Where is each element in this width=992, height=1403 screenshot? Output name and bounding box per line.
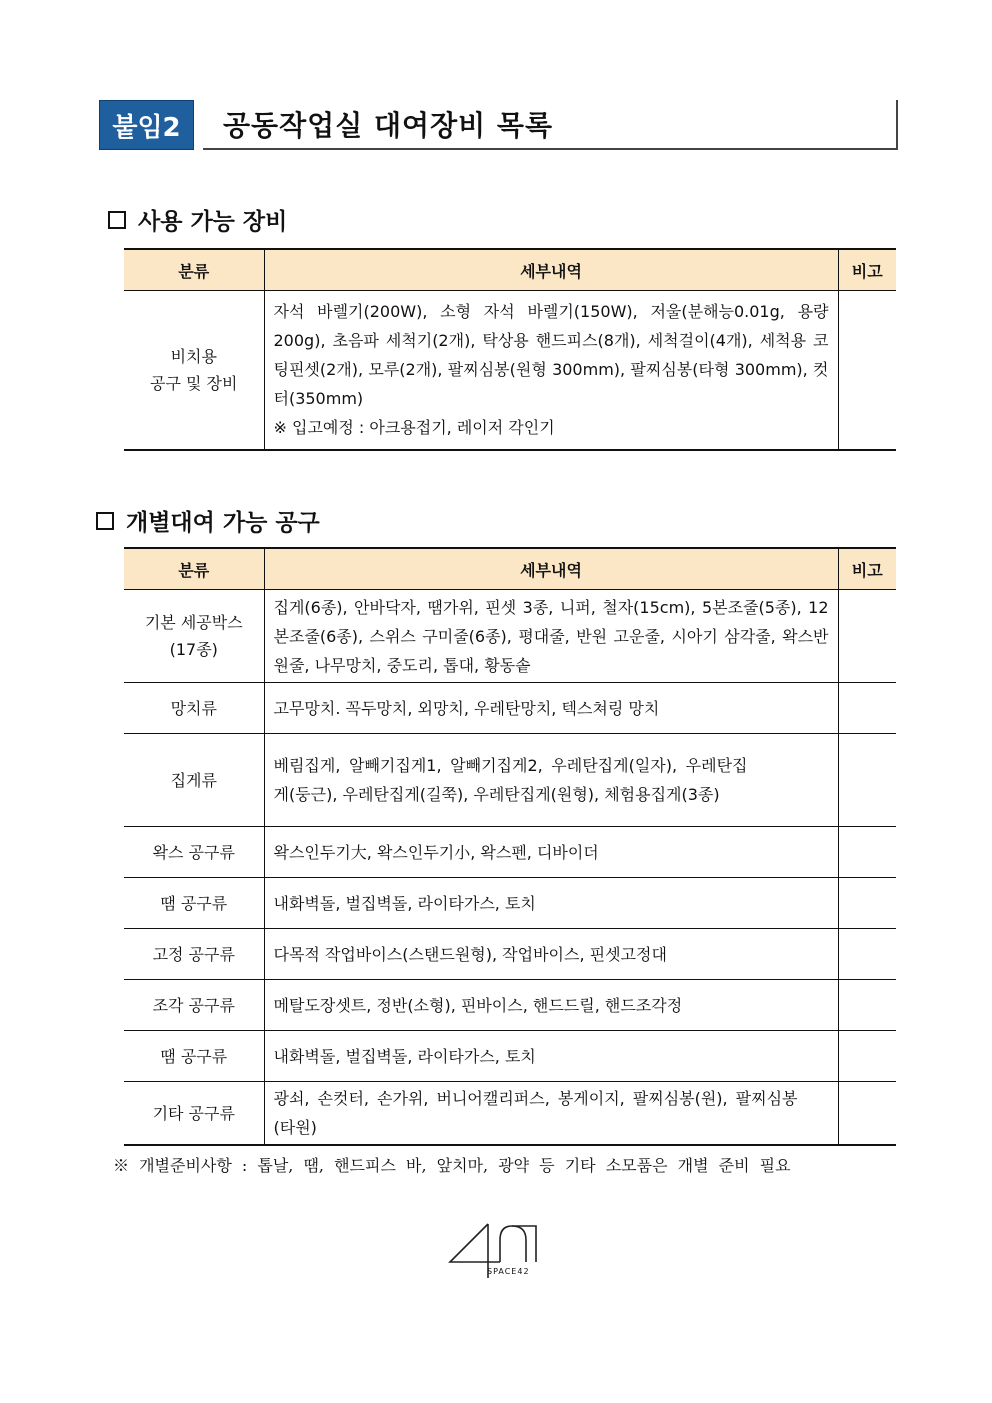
page-header bbox=[99, 100, 898, 150]
page-title: 공동작업실 대여장비 목록 bbox=[203, 100, 898, 150]
table-row bbox=[124, 878, 896, 929]
remark-cell bbox=[838, 734, 896, 827]
table-row bbox=[124, 1031, 896, 1082]
detail-cell: 베림집게, 알빼기집게1, 알빼기집게2, 우레탄집게(일자), 우레탄집게(둥근), 우레탄집게(길쭉), 우레탄집게(원형), 체험용집게(3종) bbox=[264, 734, 838, 827]
section-title-text: 사용 가능 장비 bbox=[138, 208, 288, 235]
detail-cell: 고무망치. 꼭두망치, 외망치, 우레탄망치, 텍스쳐링 망치 bbox=[264, 683, 838, 734]
category-line: (17종) bbox=[169, 640, 218, 659]
category-cell bbox=[124, 590, 264, 683]
remark-cell bbox=[838, 683, 896, 734]
section-title-individual-rental bbox=[96, 504, 320, 537]
footnote: ※ 개별준비사항 : 톱날, 땜, 핸드피스 바, 앞치마, 광약 등 기타 소모품은 개별 준비 필요 bbox=[113, 1156, 791, 1175]
category-cell: 땜 공구류 bbox=[124, 878, 264, 929]
column-header-remark: 비고 bbox=[838, 249, 896, 291]
detail-cell: 내화벽돌, 벌집벽돌, 라이타가스, 토치 bbox=[264, 1031, 838, 1082]
remark-cell bbox=[838, 590, 896, 683]
detail-cell bbox=[264, 291, 838, 450]
category-cell: 고정 공구류 bbox=[124, 929, 264, 980]
table-header-row bbox=[124, 249, 896, 291]
detail-text: 자석 바렐기(200W), 소형 자석 바렐기(150W), 저울(분해능0.01g, 용량200g), 초음파 세척기(2개), 탁상용 핸드피스(8개), 세척걸이(4개), 세척용 코팅핀셋(2개), 모루(2개), 팔찌심봉(원형 300mm), 팔찌심봉(타형 300mm), 컷터(350mm) bbox=[273, 302, 829, 409]
remark-cell bbox=[838, 1082, 896, 1146]
category-cell bbox=[124, 291, 264, 450]
remark-cell bbox=[838, 878, 896, 929]
table-row bbox=[124, 827, 896, 878]
detail-cell: 다목적 작업바이스(스탠드원형), 작업바이스, 핀셋고정대 bbox=[264, 929, 838, 980]
category-line: 비치용 bbox=[170, 346, 217, 366]
section-title-available-equipment bbox=[108, 203, 287, 236]
category-cell: 집게류 bbox=[124, 734, 264, 827]
category-line: 공구 및 장비 bbox=[150, 373, 238, 393]
category-cell: 망치류 bbox=[124, 683, 264, 734]
table-row bbox=[124, 683, 896, 734]
column-header-category: 분류 bbox=[124, 548, 264, 590]
equipment-table bbox=[124, 248, 896, 451]
table-row bbox=[124, 1082, 896, 1146]
category-cell: 왁스 공구류 bbox=[124, 827, 264, 878]
category-cell: 땜 공구류 bbox=[124, 1031, 264, 1082]
column-header-detail: 세부내역 bbox=[264, 249, 838, 291]
detail-cell: 집게(6종), 안바닥자, 땜가위, 핀셋 3종, 니퍼, 철자(15cm), 5본조줄(5종), 12본조줄(6종), 스위스 구미줄(6종), 평대줄, 반원 고운줄, 시아기 삼각줄, 왁스반원줄, 나무망치, 중도리, 톱대, 황동솥 bbox=[264, 590, 838, 683]
table-row bbox=[124, 590, 896, 683]
detail-cell: 내화벽돌, 벌집벽돌, 라이타가스, 토치 bbox=[264, 878, 838, 929]
category-line: 기본 세공박스 bbox=[144, 613, 243, 632]
table-row bbox=[124, 291, 896, 450]
remark-cell bbox=[838, 929, 896, 980]
rental-tools-table bbox=[124, 547, 896, 1146]
detail-cell: 메탈도장셋트, 정반(소형), 핀바이스, 핸드드릴, 핸드조각정 bbox=[264, 980, 838, 1031]
remark-cell bbox=[838, 291, 896, 450]
logo-text: SPACE42 bbox=[487, 1267, 530, 1276]
incoming-note: ※ 입고예정 : 아크용접기, 레이저 각인기 bbox=[273, 418, 555, 438]
category-cell: 조각 공구류 bbox=[124, 980, 264, 1031]
column-header-remark: 비고 bbox=[838, 548, 896, 590]
attachment-badge: 붙임2 bbox=[99, 100, 194, 150]
table-row bbox=[124, 734, 896, 827]
category-cell: 기타 공구류 bbox=[124, 1082, 264, 1146]
section-title-text: 개별대여 가능 공구 bbox=[126, 509, 320, 536]
table-row bbox=[124, 929, 896, 980]
remark-cell bbox=[838, 980, 896, 1031]
checkbox-square-icon bbox=[96, 512, 114, 530]
column-header-category: 분류 bbox=[124, 249, 264, 291]
table-header-row bbox=[124, 548, 896, 590]
checkbox-square-icon bbox=[108, 211, 126, 229]
detail-cell: 광쇠, 손컷터, 손가위, 버니어캘리퍼스, 봉게이지, 팔찌심봉(원), 팔찌심봉(타원) bbox=[264, 1082, 838, 1146]
table-row bbox=[124, 980, 896, 1031]
remark-cell bbox=[838, 1031, 896, 1082]
remark-cell bbox=[838, 827, 896, 878]
detail-cell: 왁스인두기大, 왁스인두기小, 왁스펜, 디바이더 bbox=[264, 827, 838, 878]
column-header-detail: 세부내역 bbox=[264, 548, 838, 590]
